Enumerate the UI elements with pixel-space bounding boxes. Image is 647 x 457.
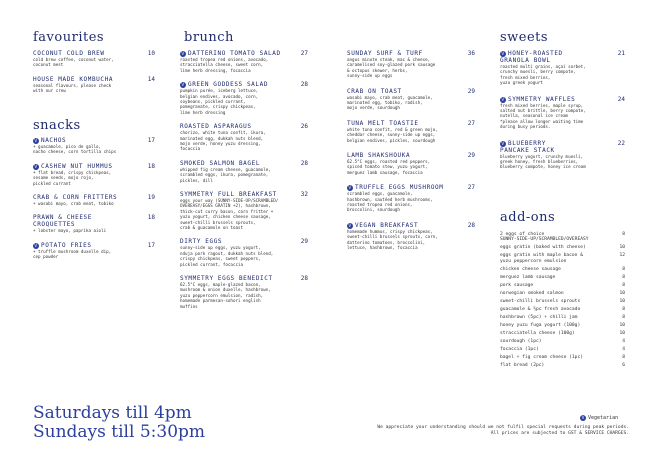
- menu-item-title: TUNA MELT TOASTIE: [347, 119, 419, 127]
- menu-item-title: GREEN GODDESS SALAD: [188, 81, 269, 89]
- menu-item-title: SUNDAY SURF & TURF: [347, 50, 423, 57]
- vegetarian-icon: V: [348, 185, 352, 191]
- menu-item-name: [347, 184, 475, 191]
- menu-item-title: CASHEW NUT HUMMUS: [41, 162, 113, 170]
- menu-item-name: [33, 76, 155, 83]
- menu-item-name: [347, 152, 475, 159]
- addon-price: 8: [622, 314, 625, 320]
- menu-item-title: NACHOS: [41, 137, 67, 144]
- footer-note-2: All prices are subjected to GST & SERVICE CHARGES.: [490, 431, 629, 436]
- menu-item: [500, 50, 625, 86]
- veg-legend: [580, 415, 618, 421]
- menu-item-price: 28: [467, 221, 475, 229]
- menu-item-name: [33, 214, 155, 228]
- hours-sunday: Sundays till 5:30pm: [33, 422, 206, 442]
- addon-price: 10: [619, 330, 625, 336]
- menu-item-description: fresh mixed berries, maple syrup, salted nut brittle, berry compote, nutella, seasonal ice cream *please allow longer waiting time during busy periods.: [500, 102, 586, 130]
- addon-price: 8: [622, 354, 625, 360]
- menu-item: [33, 76, 155, 94]
- menu-item: [347, 120, 475, 143]
- addon-price: 10: [619, 245, 625, 251]
- vegetarian-icon: V: [501, 140, 505, 146]
- menu-item-price: 18: [147, 162, 155, 170]
- menu-item-description: + wasabi mayo, crab meat, tobiko: [33, 201, 114, 206]
- addon-label: focaccia (1pc): [500, 346, 539, 352]
- hours-saturday: Saturdays till 4pm: [33, 403, 192, 423]
- section-title-brunch: brunch: [184, 30, 234, 45]
- menu-item-description: + guacamole, pico de gallo, nacho cheese, corn tortilla chips: [33, 144, 117, 155]
- menu-item-title: POTATO FRIES: [41, 241, 92, 249]
- menu-item-name: [347, 120, 475, 127]
- menu-item-name: [180, 50, 308, 57]
- menu-item-price: 18: [147, 214, 155, 222]
- menu-item-price: 21: [617, 50, 625, 57]
- menu-item-description: + truffle mushroom duxelle dip, cep powder: [33, 248, 112, 260]
- menu-item-title: SYMMETRY FULL BREAKFAST: [180, 191, 277, 198]
- menu-item-title: DIRTY EGGS: [180, 238, 223, 246]
- section-title-addons: add-ons: [500, 210, 556, 225]
- addon-item: [500, 275, 625, 280]
- menu-item-price: 28: [300, 275, 308, 282]
- menu-item: [33, 214, 155, 233]
- menu-item-title: SMOKED SALMON BAGEL: [180, 159, 261, 167]
- menu-item-title: SYMMETRY EGGS BENEDICT: [180, 275, 273, 282]
- addon-item: [500, 363, 625, 368]
- addon-label: chicken cheese sausage: [500, 266, 561, 272]
- vegetarian-icon: V: [501, 51, 505, 56]
- vegetarian-icon: V: [348, 222, 352, 228]
- menu-item-title: SYMMETRY WAFFLES: [508, 95, 576, 103]
- addon-item: [500, 245, 625, 250]
- menu-item-price: 22: [617, 139, 625, 147]
- menu-item: [33, 242, 155, 260]
- menu-item-name: [180, 123, 308, 130]
- menu-item-price: 36: [467, 50, 475, 57]
- menu-item-title: LAMB SHAKSHOUKA: [347, 152, 411, 159]
- addons-list: [500, 232, 625, 368]
- vegetarian-icon: V: [34, 242, 38, 248]
- menu-item-name: [500, 140, 625, 154]
- addon-item: [500, 253, 625, 264]
- menu-item: [347, 222, 475, 251]
- menu-item-description: eggs your way (SUNNY-SIDE-UP/SCRAMBLED/ OVEREASY/EGGS GRATIN +2), hashbrown, thick-cut curry bacon, corn fritter + yuzu yogurt, chicken cheese sausage, sweet-chilli brussels sprouts, crab & guacamole on toast: [180, 198, 279, 231]
- menu-item: [33, 137, 155, 155]
- menu-item: [180, 275, 308, 309]
- menu-item-name: [347, 50, 475, 57]
- menu-item-name: [180, 160, 308, 167]
- menu-item-description: blueberry yogurt, crunchy muesli, greek honey, fresh blueberries, blueberry compote, honey ice cream: [500, 153, 586, 170]
- menu-item: [180, 81, 308, 115]
- menu-item-price: 10: [147, 50, 155, 57]
- menu-item-price: 14: [147, 75, 155, 83]
- menu-item-title: DATTERINO TOMATO SALAD: [188, 50, 281, 57]
- menu-item: [33, 50, 155, 68]
- addon-item: [500, 232, 625, 243]
- menu-item-description: + flat bread, crispy chickpeas, sesame seeds, mojo rojo, pickled currant: [33, 169, 112, 186]
- menu-item-price: 27: [467, 119, 475, 127]
- menu-item-name: [33, 163, 155, 170]
- addon-label: sweet-chilli brussels sprouts: [500, 298, 581, 304]
- addon-label: hashbrown (5pc) + chilli jam: [500, 314, 578, 320]
- addon-label: bagel + fig cream cheese (1pc): [500, 354, 583, 360]
- addon-label: stracciatella cheese (100g): [500, 330, 575, 336]
- menu-item-price: 29: [467, 152, 475, 159]
- menu-item-description: white tuna confit, red & green mojo, cheddar cheese, sunny-side up eggs, belgian endives, pickles, sourdough: [347, 126, 438, 143]
- menu-item-description: chorizo, white tuna confit, ikura, marinated egg, dukkah nuts blend, mojo verde, honey yuzu dressing, focaccia: [180, 130, 266, 152]
- addon-label: merguez lamb sausage: [500, 274, 556, 280]
- addon-price: 8: [622, 232, 625, 237]
- menu-item: [33, 163, 155, 186]
- section-title-sweets: sweets: [500, 30, 549, 45]
- menu-item-description: angus minute steak, mac & cheese, caramelised soy-glazed pork sausage & octopus skewer, herbs, sunny-side up eggs: [347, 57, 436, 79]
- menu-item-name: [33, 137, 155, 144]
- menu-item-name: [33, 50, 155, 57]
- menu-item-price: 19: [147, 194, 155, 201]
- addon-price: 10: [619, 290, 625, 296]
- menu-item-description: pumpkin purée, iceberg lettuce, belgian endives, avocado, corn, soybeans, pickled currant, pomegranate, crispy chickpeas, lime herb dressing: [180, 88, 259, 115]
- addon-label: 2 eggs of choice SUNNY-SIDE-UP/SCRAMBLED/OVEREASY: [500, 232, 589, 243]
- menu-item-description: homemade hummus, crispy chickpeas, sweet-chilli brussels sprouts, corn, datterino tomatoes, broccolini, lettuce, hashbrown, focaccia: [347, 228, 438, 251]
- vegetarian-icon: V: [501, 96, 505, 102]
- addon-price: 4: [622, 338, 625, 344]
- menu-item-description: seasonal flavours, please check with our crew: [33, 82, 112, 94]
- addon-item: [500, 355, 625, 360]
- menu-item-description: roasted tropea red onions, avocado, stracciatella cheese, sweet corn, lime herb dressing, focaccia: [180, 57, 269, 73]
- menu-item: [500, 96, 625, 130]
- veg-legend-label: Vegetarian: [588, 415, 619, 421]
- menu-item-description: wasabi mayo, crab meat, guacamole, marinated egg, tobiko, radish, mojo verde, sourdough: [347, 94, 433, 111]
- menu-item-price: 26: [300, 123, 308, 131]
- menu-item: [500, 140, 625, 170]
- menu-item-description: scrambled eggs, guacamole, hashbrown, sautéed herb mushrooms, roasted tropea red onions, broccolini, sourdough: [347, 191, 433, 213]
- footer-note-1: We appreciate your understanding should we not fulfil special requests during peak periods.: [377, 425, 629, 430]
- addon-label: sourdough (1pc): [500, 338, 542, 344]
- footer-hours: [33, 404, 205, 442]
- addon-item: [500, 315, 625, 320]
- addon-item: [500, 347, 625, 352]
- footer-note: [329, 425, 629, 437]
- addon-price: 4: [622, 346, 625, 352]
- menu-item-title: VEGAN BREAKFAST: [355, 221, 419, 229]
- addon-price: 8: [622, 306, 625, 312]
- addon-item: [500, 307, 625, 312]
- menu-item-description: + lobster mayo, paprika aioli: [33, 228, 107, 234]
- menu-item-title: CRAB ON TOAST: [347, 87, 402, 95]
- vegetarian-icon: V: [581, 415, 585, 420]
- menu-item-name: [180, 191, 308, 198]
- menu-item-price: 29: [467, 87, 475, 95]
- menu-item-title: HOUSE MADE KOMBUCHA: [33, 75, 114, 83]
- menu-item: [347, 88, 475, 111]
- menu-item-title: ROASTED ASPARAGUS: [180, 123, 252, 131]
- menu-item-name: [180, 81, 308, 88]
- addon-item: [500, 339, 625, 344]
- vegetarian-icon: V: [34, 163, 38, 169]
- menu-item-price: 29: [300, 238, 308, 246]
- menu-item-price: 32: [300, 191, 308, 198]
- menu-item-description: cold brew coffee, coconut water, coconut mest: [33, 57, 114, 68]
- menu-item: [347, 184, 475, 213]
- menu-item: [33, 194, 155, 206]
- menu-item-name: [500, 96, 625, 103]
- menu-item: [347, 50, 475, 79]
- section-title-snacks: snacks: [33, 118, 81, 133]
- menu-item: [180, 123, 308, 152]
- menu-item: [180, 160, 308, 183]
- menu-item-description: roasted multi grains, açaí sorbet, crunchy muesli, berry compote, fresh mixed berries, yuzu greek yogurt: [500, 64, 586, 86]
- vegetarian-icon: V: [181, 82, 185, 88]
- menu-item-title: PRAWN & CHEESE CROQUETTES: [33, 214, 92, 229]
- addon-item: [500, 283, 625, 288]
- addon-item: [500, 323, 625, 328]
- section-title-favourites: favourites: [33, 30, 105, 45]
- addon-item: [500, 299, 625, 304]
- menu-item-name: [180, 275, 308, 282]
- menu-item-description: 62.5°C eggs, maple-glazed bacon, mushroom & onion duxelle, hashbrown, yuzu peppercorn emulsion, radish, homemade parmesan-sohori english muffins: [180, 282, 271, 309]
- menu-item-price: 17: [147, 137, 155, 144]
- menu-item-price: 24: [617, 95, 625, 103]
- menu-item-name: [347, 88, 475, 95]
- vegetarian-icon: V: [34, 138, 38, 143]
- menu-item-description: whipped fig cream cheese, guacamole, scrambled eggs, ikura, pomegranate, pickles, dill: [180, 166, 271, 183]
- menu-item-title: HONEY-ROASTED GRANOLA BOWL: [500, 50, 563, 64]
- addon-price: 6: [622, 362, 625, 368]
- menu-item-price: 28: [300, 81, 308, 89]
- addon-price: 8: [622, 266, 625, 272]
- addon-label: guacamole & ½pc fresh avocado: [500, 306, 581, 312]
- menu-item: [180, 191, 308, 230]
- menu-item-price: 17: [147, 241, 155, 249]
- menu-item-description: 62.5°C eggs, roasted red peppers, spiced tomato stew, yuzu yogurt, merguez lamb sausage, focaccia: [347, 159, 431, 175]
- addon-item: [500, 331, 625, 336]
- addon-label: pork sausage: [500, 282, 534, 288]
- addon-label: honey yuzu fuga yogurt (100g): [500, 322, 581, 328]
- addon-label: norwegian smoked salmon: [500, 290, 564, 296]
- addon-label: eggs gratin (baked with cheese): [500, 245, 586, 251]
- menu-item-name: [180, 238, 308, 245]
- menu-item-price: 27: [300, 50, 308, 57]
- addon-price: 12: [619, 253, 625, 259]
- menu-item-name: [33, 242, 155, 249]
- menu-item-title: BLUEBERRY PANCAKE STACK: [500, 139, 555, 154]
- menu-item-name: [33, 194, 155, 201]
- menu-item-name: [500, 50, 625, 64]
- menu-item-title: CRAB & CORN FRITTERS: [33, 194, 118, 201]
- menu-item-name: [347, 222, 475, 229]
- addon-price: 10: [619, 322, 625, 328]
- addon-price: 8: [622, 282, 625, 288]
- menu-item-price: 27: [467, 184, 475, 192]
- menu-item: [180, 238, 308, 267]
- menu-item-title: TRUFFLE EGGS MUSHROOM: [355, 184, 444, 192]
- menu-item: [180, 50, 308, 73]
- vegetarian-icon: V: [181, 51, 185, 56]
- addon-label: eggs gratin with maple bacon & yuzu peppercorn emulsion: [500, 253, 583, 264]
- addon-item: [500, 267, 625, 272]
- addon-price: 10: [619, 298, 625, 304]
- menu-item-title: COCONUT COLD BREW: [33, 50, 105, 57]
- menu-item: [347, 152, 475, 175]
- menu-item-price: 28: [300, 159, 308, 167]
- addon-price: 8: [622, 274, 625, 280]
- menu-item-description: sunny-side up eggs, yuzu yogurt, nduja pork ragout, dukkah nuts blend, crispy chickpeas, sweet peppers, pickled currant, focaccia: [180, 245, 274, 267]
- addon-label: flat bread (2pc): [500, 362, 545, 368]
- addon-item: [500, 291, 625, 296]
